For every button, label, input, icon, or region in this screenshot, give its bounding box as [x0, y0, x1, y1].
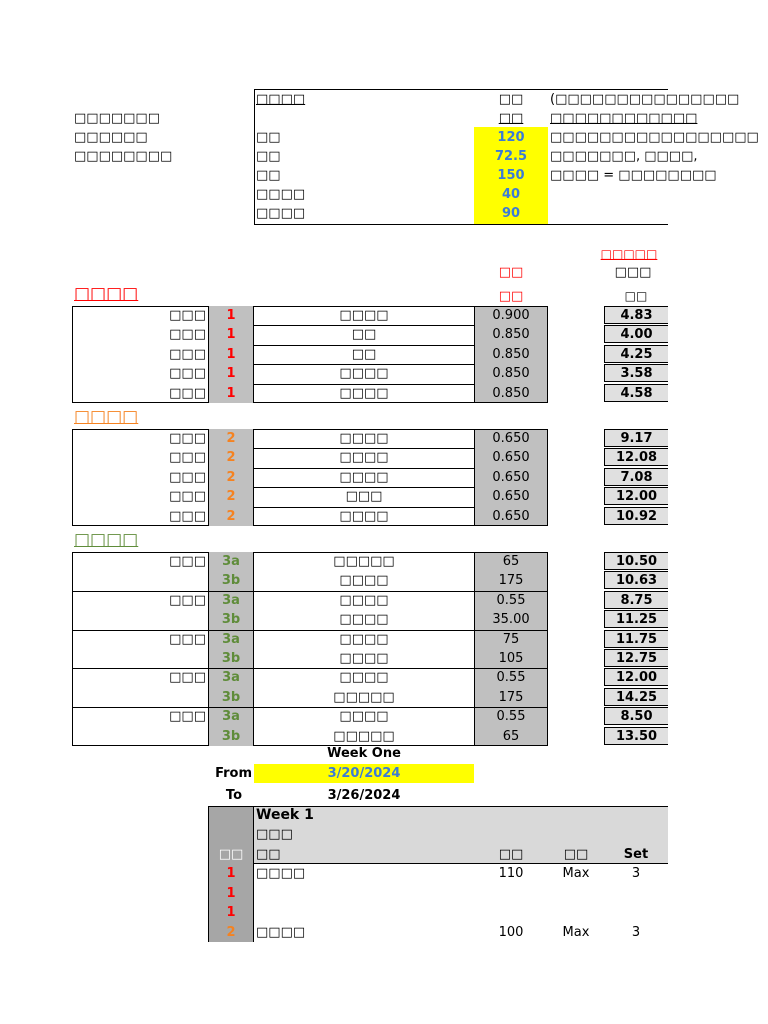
- ratio-header-bottom: □□: [498, 289, 524, 304]
- top-table-header-note: (□□□□□□□□□□□□□□□: [550, 92, 740, 107]
- top-row-value[interactable]: 90: [501, 206, 521, 221]
- plan-weight[interactable]: 110: [498, 866, 524, 881]
- result-value: 4.25: [604, 345, 668, 363]
- result-value: 12.00: [604, 668, 668, 686]
- plan-exercise[interactable]: [256, 884, 456, 903]
- plan-sets[interactable]: 3: [631, 924, 641, 940]
- plan-weight[interactable]: [474, 884, 548, 903]
- day-label: □□□: [169, 327, 206, 343]
- result-header-mid: □□□: [614, 265, 652, 280]
- result-value: 14.25: [604, 688, 668, 706]
- result-value: 10.92: [604, 507, 668, 525]
- ratio-value[interactable]: 0.850: [492, 346, 530, 362]
- top-row-value[interactable]: 120: [497, 130, 525, 145]
- ratio-value[interactable]: 0.55: [496, 670, 526, 686]
- result-value: 13.50: [604, 727, 668, 745]
- level-number: 3b: [221, 573, 241, 589]
- level-number: 1: [226, 366, 236, 382]
- level-number: 3a: [222, 554, 240, 569]
- plan-exercise[interactable]: [256, 903, 456, 922]
- level-number: 2: [226, 431, 236, 446]
- level-number: 3b: [221, 651, 241, 666]
- plan-weight[interactable]: [474, 903, 548, 922]
- result-value: 4.00: [604, 325, 668, 343]
- exercise-name[interactable]: □□□□: [339, 709, 389, 725]
- plan-sets[interactable]: 3: [631, 866, 641, 881]
- result-value: 12.08: [604, 448, 668, 466]
- ratio-value[interactable]: 0.850: [492, 327, 530, 343]
- plan-reps[interactable]: Max: [562, 866, 590, 881]
- ratio-header-top: □□: [498, 265, 524, 280]
- ratio-value[interactable]: 0.55: [496, 592, 526, 608]
- ratio-value[interactable]: 75: [502, 631, 520, 647]
- day-label: □□□: [169, 450, 206, 466]
- from-date-input[interactable]: 3/20/2024: [254, 764, 474, 783]
- top-row-note: □□□□□□□, □□□□,: [550, 149, 698, 164]
- exercise-name[interactable]: □□□□: [339, 592, 389, 608]
- exercise-name[interactable]: □□□: [345, 489, 383, 505]
- exercise-name[interactable]: □□□□: [339, 631, 389, 647]
- level-number: 3a: [222, 592, 240, 608]
- top-row-value[interactable]: 72.5: [494, 149, 528, 164]
- day-label: □□□: [169, 366, 206, 382]
- level-number: 3b: [221, 728, 241, 744]
- day-label: □□□: [169, 592, 206, 608]
- level-number: 3a: [222, 709, 240, 725]
- day-label: □□□: [169, 431, 206, 446]
- top-row-name: □□□□: [256, 187, 306, 202]
- plan-exercise[interactable]: □□□□: [256, 924, 306, 940]
- result-value: 11.75: [604, 630, 668, 648]
- result-value: 10.50: [604, 552, 668, 570]
- ratio-value[interactable]: 65: [502, 728, 520, 744]
- level-number: 2: [226, 450, 236, 466]
- exercise-name[interactable]: □□□□□: [333, 554, 395, 569]
- ratio-value[interactable]: 35.00: [492, 612, 530, 628]
- top-row-name: □□□□: [256, 206, 306, 221]
- day-label: □□□: [169, 489, 206, 505]
- day-label: □□□: [169, 346, 206, 362]
- level-number: 1: [226, 346, 236, 362]
- week-title: Week One: [327, 746, 401, 761]
- top-row-name: □□: [256, 168, 281, 183]
- ratio-value[interactable]: 0.650: [492, 508, 530, 524]
- day-label: □□□: [169, 469, 206, 485]
- ratio-value[interactable]: 0.850: [492, 366, 530, 382]
- plan-sub-label: □□□: [256, 827, 293, 842]
- ratio-value[interactable]: 0.650: [492, 450, 530, 466]
- result-value: 10.63: [604, 571, 668, 589]
- result-value: 12.00: [604, 487, 668, 505]
- day-label: □□□: [169, 709, 206, 725]
- ratio-value[interactable]: 0.650: [492, 469, 530, 485]
- plan-reps[interactable]: Max: [562, 924, 590, 940]
- plan-reps[interactable]: [548, 884, 604, 903]
- ratio-value[interactable]: 175: [498, 689, 524, 705]
- exercise-name[interactable]: □□: [351, 327, 377, 343]
- left-label-2: □□□□□□: [74, 130, 148, 145]
- plan-col-name: □□: [256, 847, 281, 862]
- to-label: To: [225, 788, 242, 803]
- exercise-name[interactable]: □□□□: [339, 469, 389, 485]
- result-value: 8.75: [604, 591, 668, 609]
- ratio-value[interactable]: 175: [498, 573, 524, 589]
- plan-sets[interactable]: [604, 884, 668, 903]
- result-value: 7.08: [604, 468, 668, 486]
- plan-exercise[interactable]: □□□□: [256, 866, 306, 881]
- ratio-value[interactable]: 0.850: [492, 385, 530, 401]
- result-value: 11.25: [604, 610, 668, 628]
- plan-level: 1: [226, 866, 236, 881]
- exercise-name[interactable]: □□□□: [339, 385, 389, 401]
- exercise-name[interactable]: □□□□: [339, 450, 389, 466]
- result-header-top: □□□□□: [600, 247, 658, 261]
- exercise-name[interactable]: □□□□□: [333, 728, 395, 744]
- level-number: 1: [226, 308, 236, 323]
- left-label-1: □□□□□□□: [74, 111, 160, 126]
- top-table-subheader-unit: □□: [498, 111, 524, 126]
- level-number: 1: [226, 327, 236, 343]
- ratio-value[interactable]: 105: [498, 651, 524, 666]
- from-label: From: [215, 766, 252, 781]
- top-row-name: □□: [256, 130, 281, 145]
- day-label: □□□: [169, 508, 206, 524]
- plan-level: 1: [226, 885, 236, 901]
- plan-week-label: Week 1: [256, 807, 314, 823]
- exercise-name[interactable]: □□□□: [339, 366, 389, 382]
- ratio-value[interactable]: 0.650: [492, 489, 530, 505]
- to-date: 3/26/2024: [327, 788, 401, 803]
- plan-level: 2: [226, 924, 236, 940]
- day-label: □□□: [169, 670, 206, 686]
- ratio-value[interactable]: 65: [502, 554, 520, 569]
- ratio-value[interactable]: 0.900: [492, 308, 530, 323]
- result-header-bottom: □□: [624, 289, 648, 303]
- level-number: 2: [226, 489, 236, 505]
- level-number: 1: [226, 385, 236, 401]
- result-value: 12.75: [604, 649, 668, 667]
- level-number: 3a: [222, 631, 240, 647]
- section3-title: □□□□: [74, 530, 139, 550]
- level-number: 2: [226, 469, 236, 485]
- ratio-value[interactable]: 0.55: [496, 709, 526, 725]
- plan-col-level: □□: [218, 847, 244, 862]
- plan-col-reps: □□: [563, 847, 589, 862]
- exercise-name[interactable]: □□□□: [339, 670, 389, 686]
- section2-title: □□□□: [74, 407, 139, 427]
- plan-col-weight: □□: [498, 847, 524, 862]
- exercise-name[interactable]: □□: [351, 346, 377, 362]
- top-row-note: □□□□ = □□□□□□□□: [550, 168, 717, 183]
- result-value: 9.17: [604, 429, 668, 447]
- exercise-name[interactable]: □□□□: [339, 431, 389, 446]
- ratio-value[interactable]: 0.650: [492, 431, 530, 446]
- exercise-name[interactable]: □□□□: [339, 508, 389, 524]
- exercise-name[interactable]: □□□□: [339, 612, 389, 628]
- day-label: □□□: [169, 631, 206, 647]
- top-row-name: □□: [256, 149, 281, 164]
- level-number: 3b: [221, 689, 241, 705]
- day-label: □□□: [169, 308, 206, 323]
- exercise-name[interactable]: □□□□: [339, 651, 389, 666]
- top-table-subheader-note: □□□□□□□□□□□□: [550, 111, 698, 126]
- result-value: 4.58: [604, 384, 668, 402]
- level-number: 3a: [222, 670, 240, 686]
- top-table-header-unit: □□: [498, 92, 524, 107]
- plan-level: 1: [226, 905, 236, 920]
- level-number: 3b: [221, 612, 241, 628]
- exercise-name[interactable]: □□□□: [339, 573, 389, 589]
- result-value: 3.58: [604, 364, 668, 382]
- plan-col-set: Set: [623, 847, 649, 862]
- left-label-3: □□□□□□□□: [74, 149, 173, 164]
- exercise-name[interactable]: □□□□□: [333, 689, 395, 705]
- result-value: 8.50: [604, 707, 668, 725]
- result-value: 4.83: [604, 306, 668, 324]
- top-table-header-name: □□□□: [256, 92, 306, 107]
- top-row-value[interactable]: 40: [501, 187, 521, 202]
- plan-weight[interactable]: 100: [498, 924, 524, 940]
- top-row-note: □□□□□□□□□□□□□□□□□: [550, 130, 759, 145]
- exercise-name[interactable]: □□□□: [339, 308, 389, 323]
- top-row-value[interactable]: 150: [497, 168, 525, 183]
- section1-title: □□□□: [74, 284, 139, 304]
- day-label: □□□: [169, 554, 206, 569]
- plan-sets[interactable]: [604, 903, 668, 922]
- plan-reps[interactable]: [548, 903, 604, 922]
- level-number: 2: [226, 508, 236, 524]
- day-label: □□□: [169, 385, 206, 401]
